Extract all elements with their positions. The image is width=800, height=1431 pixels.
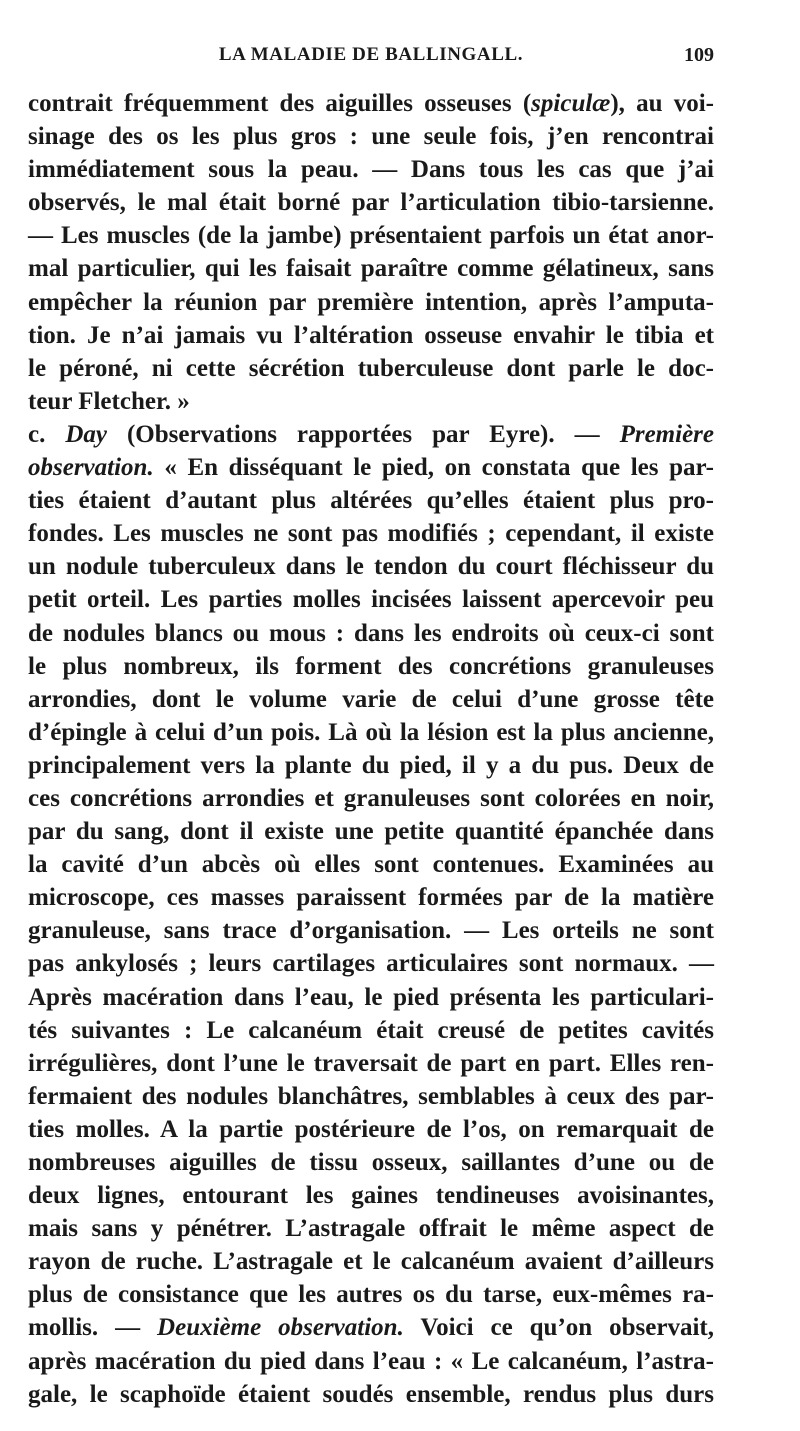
text-line: immédiatement sous la peau. — Dans tous les cas que j’ai [28, 156, 714, 184]
text-line: de nodules blancs ou mous : dans les endroits où ceux-ci sont [28, 619, 714, 647]
text-line: gale, le scaphoïde étaient soudés ensemble, rendus plus durs [28, 1380, 714, 1408]
text-line: petit orteil. Les parties molles incisées laissent apercevoir peu [28, 586, 714, 614]
body-text [28, 87, 714, 1411]
text-line: arrondies, dont le volume varie de celui d’une grosse tête [28, 685, 714, 713]
text-line: le plus nombreux, ils forment des concrétions granuleuses [28, 652, 714, 680]
text-line: fermaient des nodules blanchâtres, semblables à ceux des par- [28, 1082, 714, 1110]
running-title: LA MALADIE DE BALLINGALL. [218, 44, 524, 65]
text-line: irrégulières, dont l’une le traversait de part en part. Elles ren- [28, 1049, 714, 1077]
text-line: microscope, ces masses paraissent formées par de la matière [28, 884, 714, 912]
text-line: contrait fréquemment des aiguilles osseuses (spiculæ), au voi- [28, 90, 715, 117]
text-line: ties étaient d’autant plus altérées qu’elles étaient plus pro- [28, 487, 714, 515]
text-line: — Les muscles (de la jambe) présentaient parfois un état anor- [28, 222, 714, 250]
text-line: observation. « En disséquant le pied, on constata que les par- [28, 454, 714, 482]
text-line: par du sang, dont il existe une petite quantité épanchée dans [28, 818, 714, 846]
text-line: teur Fletcher. » [28, 387, 190, 415]
text-line: fondes. Les muscles ne sont pas modifiés ; cependant, il existe [28, 520, 714, 548]
text-line: le péroné, ni cette sécrétion tuberculeuse dont parle le doc- [28, 354, 714, 382]
text-line: sinage des os les plus gros : une seule fois, j’en rencontrai [28, 123, 714, 151]
text-line: un nodule tuberculeux dans le tendon du court fléchisseur du [28, 553, 714, 581]
text-line: Après macération dans l’eau, le pied présenta les particulari- [28, 983, 714, 1011]
text-line: ties molles. A la partie postérieure de l’os, on remarquait de [28, 1115, 714, 1143]
text-line: d’épingle à celui d’un pois. Là où la lésion est la plus ancienne, [28, 718, 714, 746]
text-line: deux lignes, entourant les gaines tendineuses avoisinantes, [28, 1182, 714, 1210]
text-line: empêcher la réunion par première intention, après l’amputa- [28, 288, 714, 316]
text-line: plus de consistance que les autres os du tarse, eux-mêmes ra- [28, 1281, 714, 1309]
text-line: ces concrétions arrondies et granuleuses sont colorées en noir, [28, 784, 714, 812]
text-line: la cavité d’un abcès où elles sont contenues. Examinées au [28, 851, 714, 879]
text-line: mollis. — Deuxième observation. Voici ce qu’on observait, [28, 1314, 714, 1342]
text-line: granuleuse, sans trace d’organisation. — Les orteils ne sont [28, 917, 714, 945]
text-line: tés suivantes : Le calcanéum était creusé de petites cavités [28, 1016, 714, 1044]
text-line: rayon de ruche. L’astragale et le calcanéum avaient d’ailleurs [28, 1248, 714, 1276]
text-line: observés, le mal était borné par l’articulation tibio-tarsienne. [28, 189, 714, 217]
running-head [28, 44, 714, 74]
text-line: mal particulier, qui les faisait paraître comme gélatineux, sans [28, 255, 714, 283]
text-line: tion. Je n’ai jamais vu l’altération osseuse envahir le tibia et [28, 321, 714, 349]
text-line: nombreuses aiguilles de tissu osseux, saillantes d’une ou de [28, 1149, 714, 1176]
text-line: pas ankylosés ; leurs cartilages articulaires sont normaux. — [28, 950, 714, 978]
text-line: après macération du pied dans l’eau : « Le calcanéum, l’astra- [28, 1347, 714, 1375]
page-number: 109 [684, 44, 714, 66]
text-line: mais sans y pénétrer. L’astragale offrait le même aspect de [28, 1215, 714, 1243]
text-line: c. Day (Observations rapportées par Eyre). — Première [28, 420, 714, 448]
text-line: principalement vers la plante du pied, il y a du pus. Deux de [28, 751, 714, 779]
